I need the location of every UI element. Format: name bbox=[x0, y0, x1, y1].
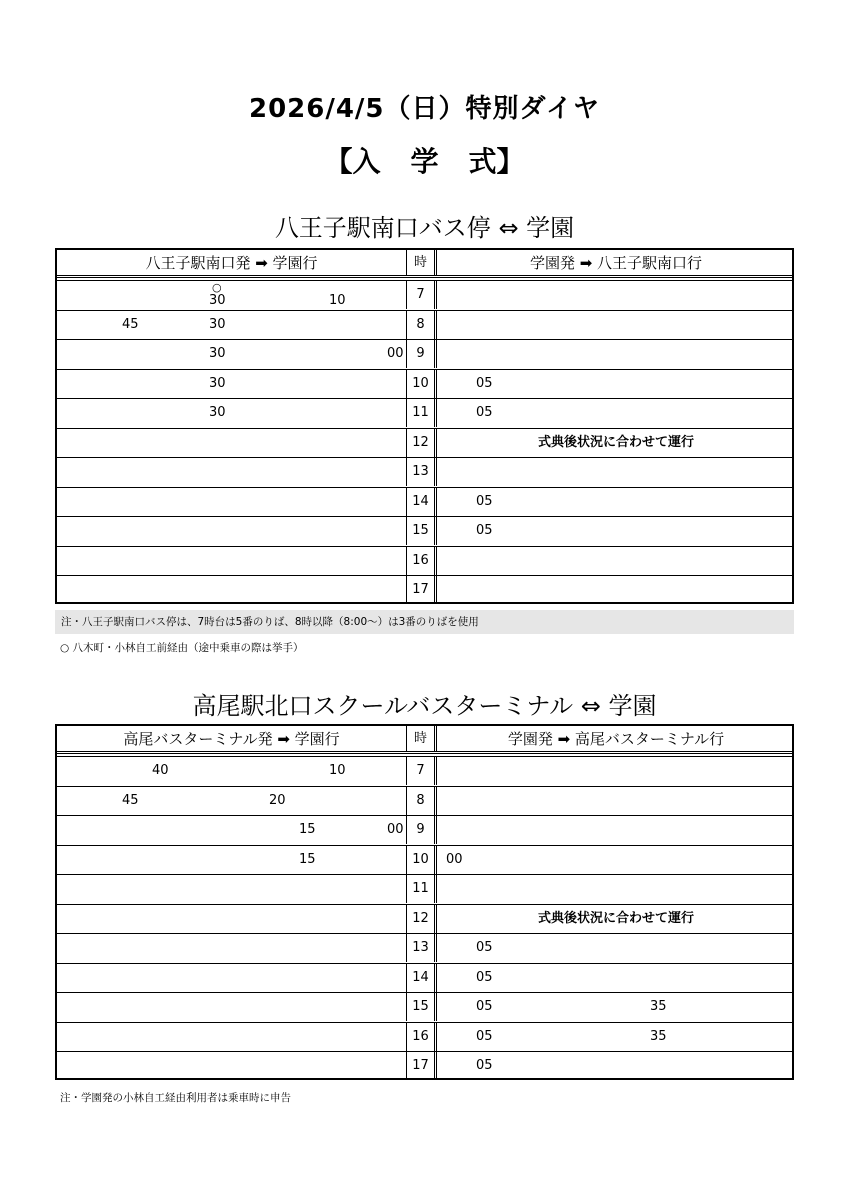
minute-value: 00 bbox=[387, 822, 404, 837]
departures-return bbox=[440, 757, 792, 785]
minute-value: 20 bbox=[269, 792, 286, 808]
hour-cell: 10 bbox=[407, 846, 437, 874]
service-note: 式典後状況に合わせて運行 bbox=[537, 910, 694, 926]
departures-outbound bbox=[57, 311, 407, 339]
departures-return bbox=[440, 311, 792, 339]
minute-value: 15 bbox=[299, 822, 316, 837]
departures-return bbox=[440, 905, 792, 933]
timetable-hachioji bbox=[55, 248, 794, 604]
minute-value: 05 bbox=[476, 1058, 493, 1073]
departures-outbound bbox=[57, 458, 407, 486]
departures-outbound bbox=[57, 370, 407, 398]
departures-return bbox=[440, 399, 792, 427]
table-row bbox=[57, 457, 792, 486]
hour-cell: 7 bbox=[407, 281, 437, 309]
hour-cell: 7 bbox=[407, 757, 437, 785]
service-note: 式典後状況に合わせて運行 bbox=[537, 434, 694, 450]
hour-cell: 14 bbox=[407, 488, 437, 516]
hour-cell: 8 bbox=[407, 787, 437, 815]
departures-outbound bbox=[57, 1023, 407, 1051]
minute-value: 35 bbox=[650, 999, 667, 1014]
header-hour: 時 bbox=[407, 726, 437, 751]
table-row bbox=[57, 845, 792, 874]
departures-return bbox=[440, 875, 792, 903]
minute-value: 05 bbox=[476, 969, 493, 985]
timetable-header bbox=[57, 250, 792, 278]
hour-cell: 9 bbox=[407, 340, 437, 368]
page-subtitle bbox=[0, 140, 849, 180]
table-row bbox=[57, 992, 792, 1021]
minute-value: 05 bbox=[476, 493, 493, 509]
table-row bbox=[57, 1022, 792, 1051]
table-row bbox=[57, 933, 792, 962]
hour-cell: 8 bbox=[407, 311, 437, 339]
departures-return bbox=[440, 370, 792, 398]
departures-outbound bbox=[57, 399, 407, 427]
hour-cell: 14 bbox=[407, 964, 437, 992]
departures-outbound bbox=[57, 488, 407, 516]
minute-value: 45 bbox=[122, 792, 139, 808]
minute-value: 10 bbox=[329, 293, 346, 308]
minute-value: 05 bbox=[476, 375, 493, 391]
header-left: 八王子駅南口発 ➡ 学園行 bbox=[145, 254, 318, 272]
header-right: 学園発 ➡ 高尾バスターミナル行 bbox=[507, 730, 725, 748]
hour-cell: 17 bbox=[407, 576, 437, 604]
minute-value: 05 bbox=[476, 405, 493, 420]
section-title-hachioji: 八王子駅南口バス停 ⇔ 学園 bbox=[274, 214, 575, 242]
departures-outbound bbox=[57, 816, 407, 844]
hour-cell: 15 bbox=[407, 993, 437, 1021]
hour-cell: 12 bbox=[407, 905, 437, 933]
subtitle-part: 式】 bbox=[468, 145, 525, 178]
hour-cell: 11 bbox=[407, 875, 437, 903]
hour-cell: 16 bbox=[407, 547, 437, 575]
departures-outbound bbox=[57, 875, 407, 903]
departures-return bbox=[440, 846, 792, 874]
hour-cell: 16 bbox=[407, 1023, 437, 1051]
departures-outbound bbox=[57, 993, 407, 1021]
departures-return bbox=[440, 934, 792, 962]
minute-value: 30 bbox=[209, 293, 226, 308]
hour-cell: 15 bbox=[407, 517, 437, 545]
header-right: 学園発 ➡ 八王子駅南口行 bbox=[529, 254, 703, 272]
table-row bbox=[57, 280, 792, 309]
table-row bbox=[57, 310, 792, 339]
minute-value: 40 bbox=[152, 763, 169, 778]
departures-return bbox=[440, 964, 792, 992]
hour-cell: 13 bbox=[407, 458, 437, 486]
table-row bbox=[57, 786, 792, 815]
table-row bbox=[57, 546, 792, 575]
departures-return bbox=[440, 517, 792, 545]
minute-value: 05 bbox=[476, 999, 493, 1014]
hour-cell: 10 bbox=[407, 370, 437, 398]
departures-return bbox=[440, 281, 792, 309]
minute-value: 30 bbox=[209, 375, 226, 391]
departures-return bbox=[440, 1052, 792, 1080]
table-row bbox=[57, 398, 792, 427]
departures-outbound bbox=[57, 547, 407, 575]
timetable-takao bbox=[55, 724, 794, 1080]
departures-return bbox=[440, 340, 792, 368]
table-row bbox=[57, 428, 792, 457]
header-hour: 時 bbox=[407, 250, 437, 275]
departures-return bbox=[440, 787, 792, 815]
departures-outbound bbox=[57, 340, 407, 368]
minute-value: 05 bbox=[476, 1028, 493, 1044]
departures-outbound bbox=[57, 1052, 407, 1080]
minute-value: 15 bbox=[299, 851, 316, 867]
departures-outbound bbox=[57, 757, 407, 785]
departures-return bbox=[440, 458, 792, 486]
section-title-takao: 高尾駅北口スクールバスターミナル ⇔ 学園 bbox=[192, 692, 657, 720]
table-row bbox=[57, 516, 792, 545]
departures-outbound bbox=[57, 517, 407, 545]
departures-return bbox=[440, 547, 792, 575]
minute-value: 00 bbox=[387, 346, 404, 361]
departures-outbound bbox=[57, 905, 407, 933]
hour-cell: 13 bbox=[407, 934, 437, 962]
departures-return bbox=[440, 816, 792, 844]
minute-value: 00 bbox=[446, 851, 463, 867]
subtitle-part: 【入 bbox=[324, 145, 381, 178]
departures-return bbox=[440, 993, 792, 1021]
minute-value: 35 bbox=[650, 1028, 667, 1044]
departures-return bbox=[440, 576, 792, 604]
note-takao: 注・学園発の小林自工経由利用者は乗車時に申告 bbox=[60, 1092, 291, 1104]
via-marker: ○ bbox=[212, 281, 222, 294]
minute-value: 30 bbox=[209, 316, 226, 332]
departures-outbound bbox=[57, 787, 407, 815]
note-platform: 注・八王子駅南口バス停は、7時台は5番のりば、8時以降（8:00～）は3番のりばを使用 bbox=[55, 610, 794, 634]
header-left: 高尾バスターミナル発 ➡ 学園行 bbox=[123, 730, 340, 748]
table-row bbox=[57, 575, 792, 604]
departures-outbound bbox=[57, 934, 407, 962]
departures-return bbox=[440, 429, 792, 457]
hour-cell: 9 bbox=[407, 816, 437, 844]
table-row bbox=[57, 904, 792, 933]
table-row bbox=[57, 487, 792, 516]
note-route: ○ 八木町・小林自工前経由（途中乗車の際は挙手） bbox=[60, 642, 304, 654]
timetable-header bbox=[57, 726, 792, 754]
subtitle-part: 学 bbox=[410, 145, 439, 178]
hour-cell: 11 bbox=[407, 399, 437, 427]
minute-value: 45 bbox=[122, 316, 139, 332]
departures-outbound bbox=[57, 281, 407, 309]
departures-outbound bbox=[57, 429, 407, 457]
minute-value: 05 bbox=[476, 940, 493, 955]
departures-return bbox=[440, 488, 792, 516]
table-row bbox=[57, 1051, 792, 1080]
table-row bbox=[57, 369, 792, 398]
table-row bbox=[57, 963, 792, 992]
departures-return bbox=[440, 1023, 792, 1051]
minute-value: 05 bbox=[476, 523, 493, 538]
hour-cell: 12 bbox=[407, 429, 437, 457]
page-title: 2026/4/5（日）特別ダイヤ bbox=[248, 94, 601, 124]
minute-value: 10 bbox=[329, 763, 346, 778]
table-row bbox=[57, 815, 792, 844]
table-row bbox=[57, 339, 792, 368]
minute-value: 30 bbox=[209, 405, 226, 420]
departures-outbound bbox=[57, 964, 407, 992]
hour-cell: 17 bbox=[407, 1052, 437, 1080]
minute-value: 30 bbox=[209, 346, 226, 361]
departures-outbound bbox=[57, 576, 407, 604]
table-row bbox=[57, 874, 792, 903]
departures-outbound bbox=[57, 846, 407, 874]
table-row bbox=[57, 756, 792, 785]
